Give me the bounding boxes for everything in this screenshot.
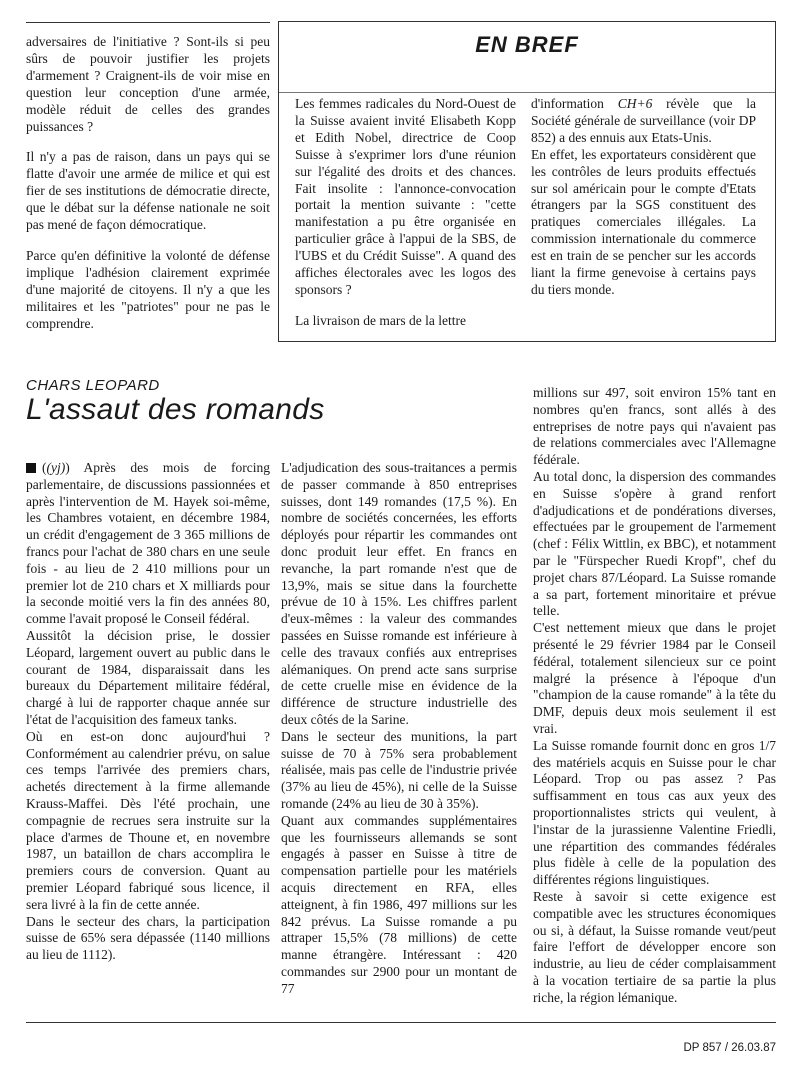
- intro-paragraph-2: Il n'y a pas de raison, dans un pays qui se flatte d'avoir une armée de milice et qui est fier de ses institutions de démocratie directe, que le débat sur la défense nationale ne soit pas mené de façon démocratique.: [26, 149, 270, 233]
- en-bref-left-column: [295, 96, 516, 330]
- article-column-3: [533, 385, 776, 1006]
- article-lead-paragraph: ((yj)) Après des mois de forcing parlementaire, de discussions passionnées et après l'intervention de M. Hayek soi-même, les Chambres votaient, en décembre 1984, un crédit d'engagement de 3 365 millions de francs pour l'achat de 380 chars en une seule fois - au lieu de 2 410 millions pour un premier lot de 210 chars et X milliards pour la seconde moitié vers la fin des années 80, comme l'avait proposé le Conseil fédéral.: [26, 460, 270, 627]
- article-paragraph: Où en est-on donc aujourd'hui ? Conformément au calendrier prévu, on salue ces temps l'arrivée des premiers chars, achetés directement à la firme allemande Krauss-Maffei. Dès l'été prochain, une compagnie de recrues sera instruite sur la place d'armes de Thoune et, en novembre 1987, un bataillon de chars accomplira le premiers cours de conversion. Quant au premier Léopard fabriqué sous licence, il sera livré à la fin de cette année.: [26, 728, 270, 912]
- article-paragraph: Dans le secteur des munitions, la part suisse de 70 à 75% sera probablement réalisée, mais pas celle de l'industrie privée (37% au lieu de 45%), ni celle de la Suisse romande (24% au lieu de 30 à 35%).: [281, 728, 517, 811]
- article-paragraph: Dans le secteur des chars, la participation suisse de 65% sera dépassée (1140 millions au lieu de 1112).: [26, 913, 270, 963]
- article-byline: (yj): [46, 460, 66, 475]
- article-paragraph: Reste à savoir si cette exigence est compatible avec les structures économiques ou si, à défaut, la Suisse romande veut/peut faire l'effort de développer encore son industrie, au lieu de céder complaisamment à la vocation tertiaire de sa partie la plus riche, la région lémanique.: [533, 888, 776, 1005]
- intro-column: [26, 34, 270, 333]
- page-reference: DP 857 / 26.03.87: [683, 1042, 776, 1054]
- en-bref-newsletter-name: CH+6: [617, 96, 653, 111]
- intro-paragraph-1: adversaires de l'initiative ? Sont-ils si peu sûrs de pouvoir justifier les projets d'armement ? Craignent-ils de voir mise en question leur conception d'une armée, modèle réduit de celles des grandes puissances ?: [26, 34, 270, 134]
- article-paragraph: La Suisse romande fournit donc en gros 1/7 des matériels acquis en Suisse pour le char Léopard. Trop ou pas assez ? Pas suffisamment en tous cas aux yeux des proportionnalistes stricts qui veulent, à l'instar de la jurassienne Valentine Friedli, une répartition des commandes fédérales plus fidèle à celle de la population des différentes régions linguistiques.: [533, 737, 776, 888]
- article-paragraph: L'adjudication des sous-traitances a permis de passer commande à 850 entreprises suisses, dont 149 romandes (17,5 %). En nombre de sociétés concernées, les efforts déployés pour répartir les commandes ont donc produit leur effet. En francs en revanche, la part romande n'est que de 13,9%, mais se situe dans la fourchette prévue de 10 à 15%. Les chiffres parlent d'eux-mêmes : la valeur des commandes passées en Suisse romande est inférieure à celle des travaux confiés aux entreprises alémaniques. On prend acte sans surprise de cette cruelle mise en évidence de la différence de structure industrielle des deux côtés de la Sarine.: [281, 460, 517, 727]
- en-bref-paragraph-2: La livraison de mars de la lettre: [295, 312, 466, 328]
- bottom-rule: [26, 1022, 776, 1023]
- article-paragraph: Quant aux commandes supplémentaires que les fournisseurs allemands se sont engagés à passer en Suisse à titre de compensation partielle pour les matériels acquis directement en RFA, elles atteignent, à fin 1986, 497 millions sur les 842 prévus. La Suisse romande a pu attraper 15,5% (78 millions) de cette manne étrangère. Intéressant : 420 commandes sur 2900 pour un montant de 77: [281, 812, 517, 996]
- en-bref-paragraph-1: Les femmes radicales du Nord-Ouest de la Suisse avaient invité Elisabeth Kopp et Edith Nobel, directrice de Coop Suisse à s'exprimer lors d'une réunion sur l'égalité des droits et des chances. Fait insolite : l'annonce-convocation portait la mention suivante : "cette manifestation a pu être organisée en particulier grâce à l'appui de la SBS, de l'UBS et du Crédit Suisse". A quand des affiches électorales avec les logos des sponsors ?: [295, 96, 516, 297]
- en-bref-paragraph-4: En effet, les exportateurs considèrent que les contrôles de leurs produits effectués sur sol américain pour le compte d'Etats étrangers par la SGS constituent des pratiques comerciales illégales. La commission internationale du commerce est en train de se pencher sur les accords liant la firme genevoise à certains pays du tiers monde.: [531, 146, 756, 297]
- en-bref-title: EN BREF: [475, 32, 579, 57]
- en-bref-paragraph-3: [531, 96, 756, 147]
- top-left-rule: [26, 22, 270, 23]
- article-headline: L'assaut des romands: [26, 393, 325, 426]
- article-paragraph: Aussitôt la décision prise, le dossier Léopard, largement ouvert au public dans le courant de 1984, disparaissait dans les bureaux du Département militaire fédéral, chargé à lui de rapporter chaque année sur l'état de l'acquisition des fameux tanks.: [26, 627, 270, 727]
- intro-paragraph-3: Parce qu'en définitive la volonté de défense implique l'adhésion clairement exprimée d'une majorité de citoyens. Il n'y a que les militaires et les "patriotes" pour ne pas le comprendre.: [26, 247, 270, 331]
- bullet-square-icon: [26, 463, 36, 473]
- en-bref-right-intro: d'information: [531, 96, 618, 111]
- article-lead-text: Après des mois de forcing parlementaire, de discussions passionnées et après l'intervention de M. Hayek soi-même, les Chambres votaient, en décembre 1984, un crédit d'engagement de 3 365 millions de francs pour l'achat de 380 chars en une seule fois - au lieu de 2 410 millions pour un premier lot de 210 chars et X milliards pour la seconde moitié vers la fin des années 80, comme l'avait proposé le Conseil fédéral.: [26, 460, 270, 627]
- article-column-2: [281, 460, 517, 998]
- en-bref-separator: [279, 92, 775, 93]
- article-paragraph: millions sur 497, soit environ 15% tant en nombres qu'en francs, sont allés à des entreprises de notre pays qui n'avaient pas de relations commerciales avec l'Allemagne fédérale.: [533, 385, 776, 468]
- article-kicker: CHARS LEOPARD: [26, 377, 160, 394]
- article-paragraph: Au total donc, la dispersion des commandes en Suisse s'opère à grand renfort d'adjudications et de pondérations diverses, effectuées par le groupement de l'armement (chef : Félix Wittlin, ex BBC), et notamment par le "Fürspecher Ruedi Kropf", chef du projet chars 87/Léopard. La Suisse romande a sa part, fortement minoritaire et prévue telle.: [533, 468, 776, 619]
- en-bref-right-column: [531, 96, 756, 299]
- article-paragraph: C'est nettement mieux que dans le projet présenté le 29 février 1984 par le Conseil fédéral, totalement silencieux sur ce point malgré la présence à l'époque d'un "champion de la cause romande" à la tête du DMF, depuis deux mois seulement il est vrai.: [533, 620, 776, 736]
- article-column-1: [26, 460, 270, 964]
- en-bref-right-rest: révèle que la Société générale de surveillance (voir DP 852) a des ennuis aux Etats-Unis.: [531, 96, 756, 145]
